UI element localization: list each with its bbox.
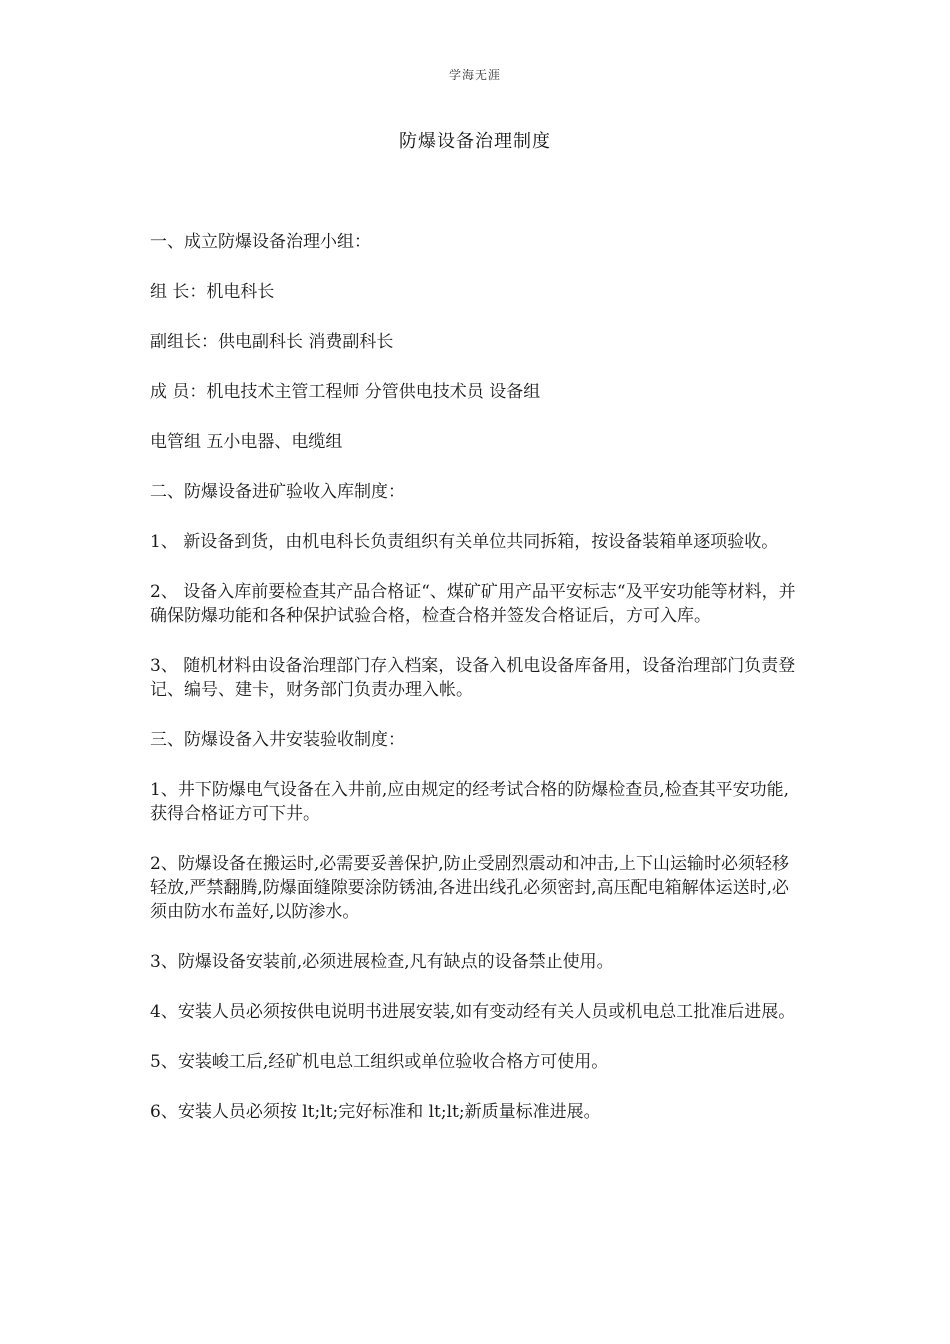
paragraph: 4、安装人员必须按供电说明书进展安装,如有变动经有关人员或机电总工批准后进展。 [150, 1002, 796, 1022]
paragraph: 3、防爆设备安装前,必须进展检查,凡有缺点的设备禁止使用。 [150, 952, 614, 972]
paragraph: 2、 设备入库前要检查其产品合格证“、煤矿矿用产品平安标志“及平安功能等材料，并确保防爆功能和各种保护试验合格，检查合格并签发合格证后，方可入库。 [150, 582, 796, 626]
page-header: 学海无涯 [448, 68, 501, 82]
paragraph: 1、井下防爆电气设备在入井前,应由规定的经考试合格的防爆检查员,检查其平安功能,获得合格证方可下井。 [150, 780, 790, 824]
paragraph: 5、安装峻工后,经矿机电总工组织或单位验收合格方可使用。 [150, 1052, 609, 1072]
paragraph: 成 员：机电技术主管工程师 分管供电技术员 设备组 [150, 382, 541, 402]
paragraph: 电管组 五小电器、电缆组 [150, 432, 343, 452]
document-body [150, 230, 802, 1150]
document-title: 防爆设备治理制度 [399, 131, 551, 152]
paragraph: 副组长：供电副科长 消费副科长 [150, 332, 394, 352]
paragraph: 3、 随机材料由设备治理部门存入档案，设备入机电设备库备用，设备治理部门负责登记、编号、建卡，财务部门负责办理入帐。 [150, 656, 796, 700]
paragraph: 1、 新设备到货，由机电科长负责组织有关单位共同拆箱，按设备装箱单逐项验收。 [150, 532, 779, 552]
section-heading-3: 三、防爆设备入井安装验收制度： [150, 730, 405, 750]
paragraph: 2、防爆设备在搬运时,必需要妥善保护,防止受剧烈震动和冲击,上下山运输时必须轻移轻放,严禁翻腾,防爆面缝隙要涂防锈油,各进出线孔必须密封,高压配电箱解体运送时,必须由防水布盖好,以防渗水。 [150, 854, 790, 922]
paragraph: 组 长：机电科长 [150, 282, 275, 302]
section-heading-2: 二、防爆设备进矿验收入库制度： [150, 482, 405, 502]
paragraph: 6、安装人员必须按 lt;lt;完好标准和 lt;lt;新质量标准进展。 [150, 1102, 601, 1122]
section-heading-1: 一、成立防爆设备治理小组： [150, 232, 371, 252]
